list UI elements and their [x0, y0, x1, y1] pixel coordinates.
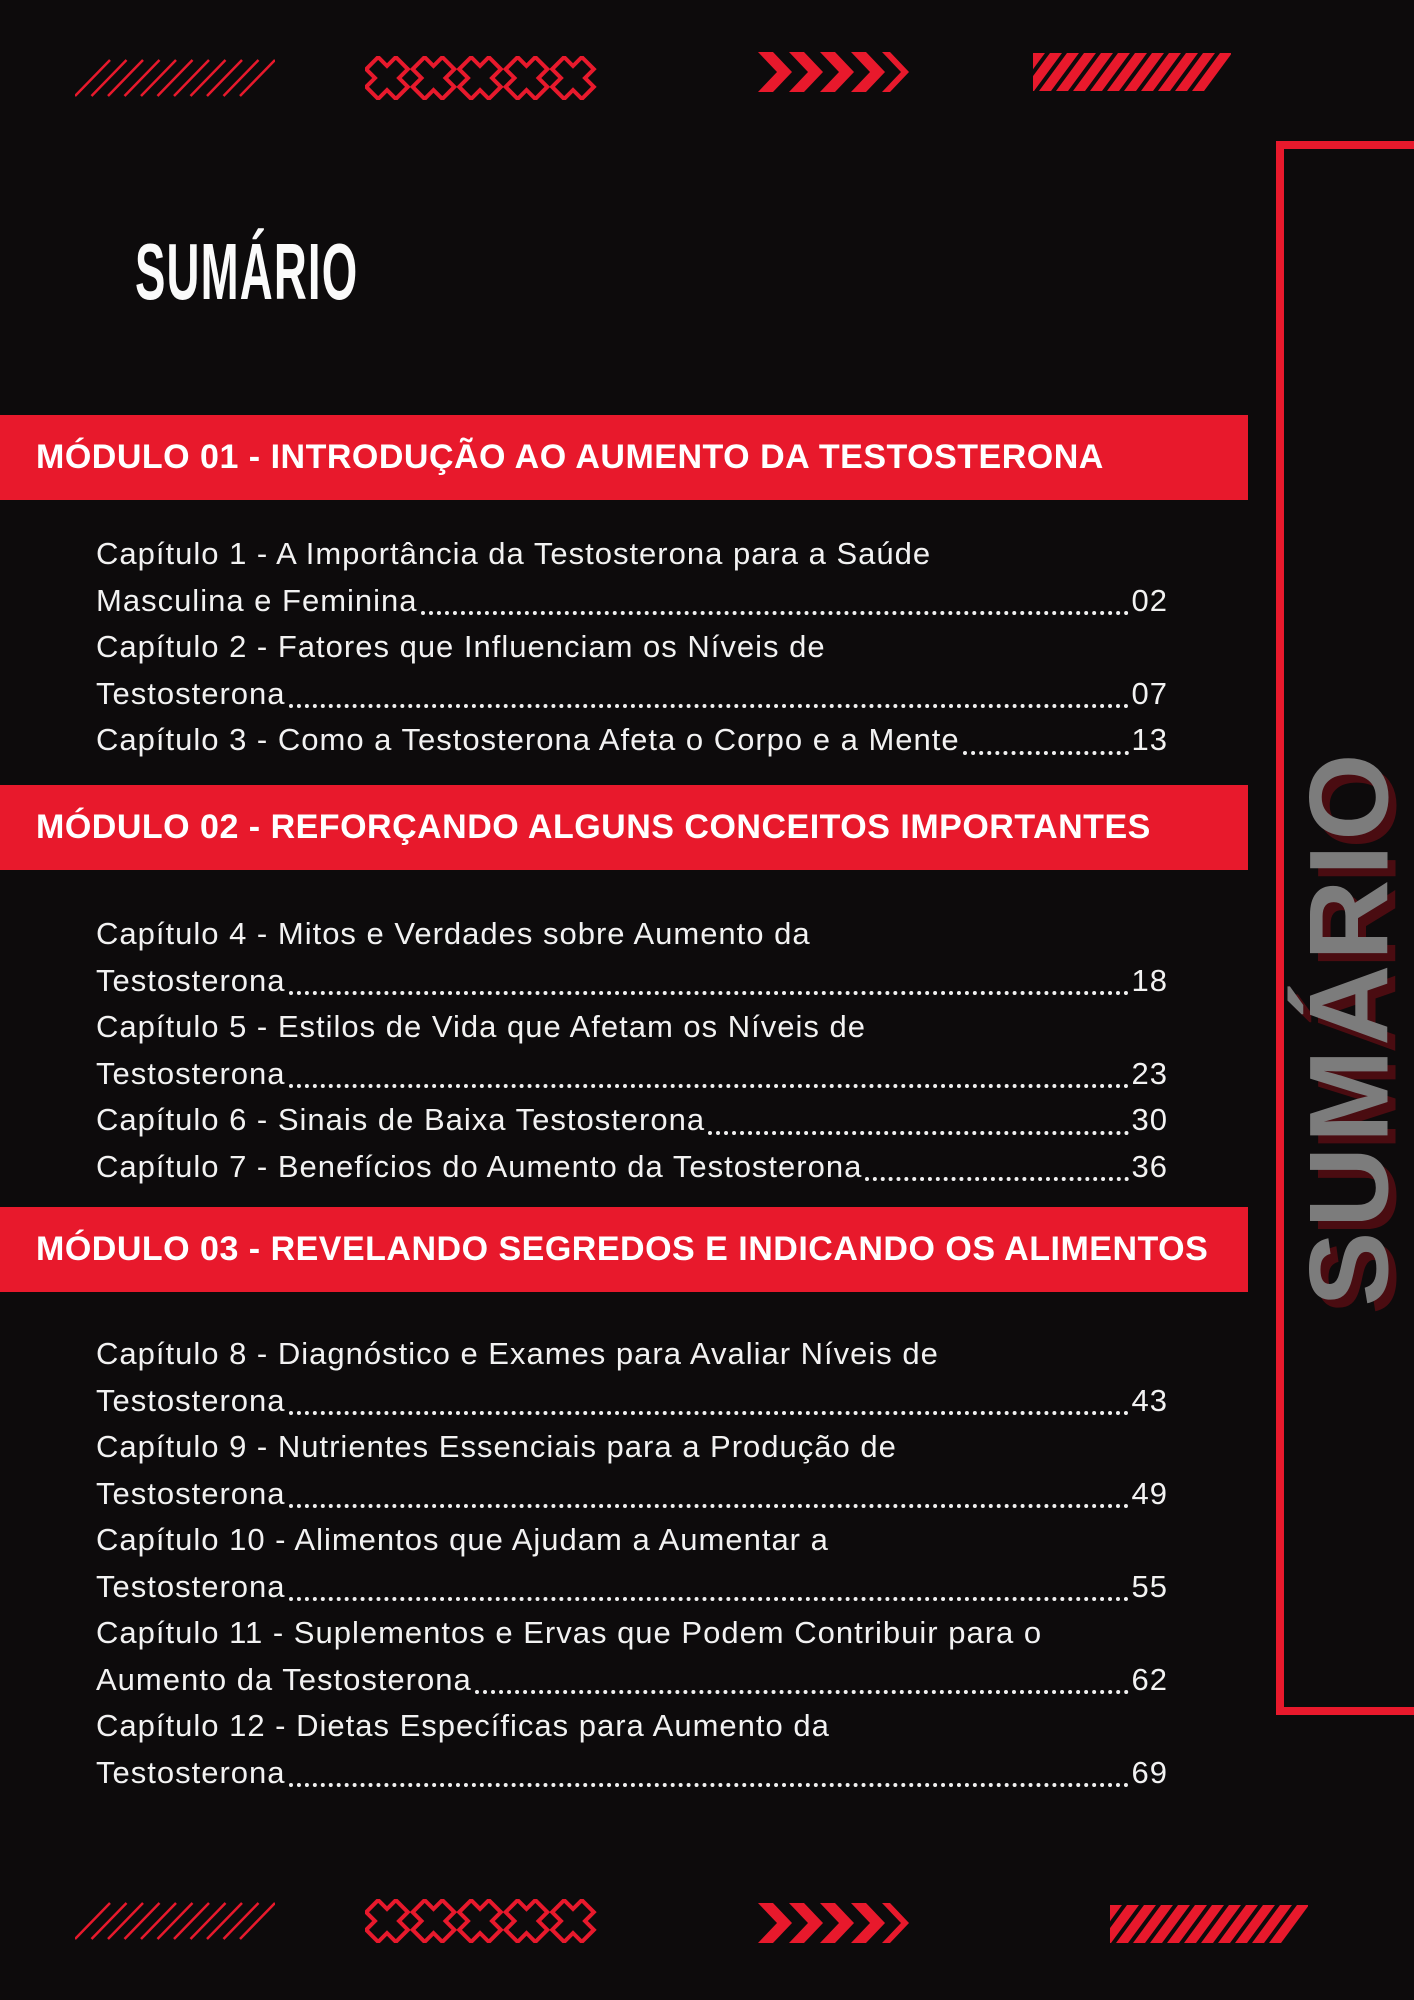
chapter-title-text: Testosterona: [96, 675, 286, 711]
module-1-label: MÓDULO 01 - INTRODUÇÃO AO AUMENTO DA TESTOSTERONA: [36, 438, 1104, 476]
toc-line: [96, 1424, 1168, 1471]
vertical-page-title: SUMÁRIO: [1286, 749, 1412, 1307]
x-pattern-icon: [365, 56, 597, 100]
dot-leader: [963, 751, 1129, 755]
toc-line: [96, 1144, 1168, 1191]
module-3-label: MÓDULO 03 - REVELANDO SEGREDOS E INDICANDO OS ALIMENTOS: [36, 1230, 1209, 1268]
dot-leader: [289, 1783, 1129, 1787]
chapter-title-text: Capítulo 1 - A Importância da Testosterona para a Saúde: [96, 536, 932, 571]
chapter-entry[interactable]: [96, 624, 1168, 717]
chapter-entry[interactable]: [96, 1424, 1168, 1517]
chapter-title-text: Capítulo 7 - Benefícios do Aumento da Testosterona: [96, 1148, 863, 1184]
chapter-title-text: Aumento da Testosterona: [96, 1661, 472, 1697]
thin-diagonal-lines-icon: [75, 59, 275, 97]
toc-line: [96, 1097, 1168, 1144]
chapter-entry[interactable]: [96, 1331, 1168, 1424]
toc-line: [96, 1564, 1168, 1611]
dot-leader: [708, 1131, 1128, 1135]
chapter-entry[interactable]: [96, 1004, 1168, 1097]
chapter-entry[interactable]: [96, 1144, 1168, 1191]
chapter-title-text: Testosterona: [96, 1382, 286, 1418]
dot-leader: [289, 1504, 1129, 1508]
toc-line: [96, 1378, 1168, 1425]
chapter-entry[interactable]: [96, 1097, 1168, 1144]
x-pattern-icon: [365, 1899, 597, 1943]
chapter-title-text: Capítulo 9 - Nutrientes Essenciais para a Produção de: [96, 1429, 897, 1464]
chevrons-icon: [758, 1903, 914, 1943]
dot-leader: [289, 1084, 1129, 1088]
chapter-entry[interactable]: [96, 717, 1168, 764]
chapter-title-text: Testosterona: [96, 1055, 286, 1091]
module-3-chapter-list: [96, 1331, 1168, 1796]
toc-line: [96, 1517, 1168, 1564]
page-number: 13: [1131, 722, 1168, 757]
chevrons-icon: [758, 52, 914, 92]
toc-line: [96, 717, 1168, 764]
chapter-title-text: Capítulo 12 - Dietas Específicas para Aumento da: [96, 1708, 830, 1743]
thick-stripes-icon: [1033, 53, 1231, 91]
toc-line: [96, 578, 1168, 625]
dot-leader: [289, 704, 1129, 708]
dot-leader: [475, 1690, 1129, 1694]
module-2-banner: [0, 785, 1248, 870]
toc-line: [96, 1004, 1168, 1051]
chapter-title-text: Capítulo 6 - Sinais de Baixa Testosterona: [96, 1102, 706, 1137]
toc-line: [96, 958, 1168, 1005]
toc-line: [96, 624, 1168, 671]
chapter-entry[interactable]: [96, 1517, 1168, 1610]
toc-line: [96, 1703, 1168, 1750]
thick-stripes-icon: [1110, 1905, 1308, 1943]
page-number: 07: [1131, 675, 1168, 711]
page-number: 36: [1131, 1148, 1168, 1184]
chapter-title-text: Capítulo 10 - Alimentos que Ajudam a Aumentar a: [96, 1522, 829, 1557]
page-number: 43: [1131, 1382, 1168, 1418]
dot-leader: [421, 611, 1129, 615]
page-number: 02: [1131, 582, 1168, 618]
page-number: 69: [1131, 1754, 1168, 1790]
page-number: 18: [1131, 962, 1168, 998]
page-number: 30: [1131, 1102, 1168, 1137]
toc-line: [96, 911, 1168, 958]
chapter-title-text: Testosterona: [96, 1475, 286, 1511]
dot-leader: [289, 1411, 1129, 1415]
chapter-entry[interactable]: [96, 531, 1168, 624]
page-number: 55: [1131, 1568, 1168, 1604]
toc-line: [96, 1610, 1168, 1657]
dot-leader: [289, 991, 1129, 995]
chapter-title-text: Testosterona: [96, 1568, 286, 1604]
module-2-chapter-list: [96, 911, 1168, 1190]
chapter-title-text: Capítulo 5 - Estilos de Vida que Afetam os Níveis de: [96, 1009, 866, 1044]
chapter-title-text: Capítulo 8 - Diagnóstico e Exames para Avaliar Níveis de: [96, 1336, 939, 1371]
toc-line: [96, 1051, 1168, 1098]
toc-line: [96, 1750, 1168, 1797]
dot-leader: [289, 1597, 1129, 1601]
chapter-entry[interactable]: [96, 1703, 1168, 1796]
chapter-title-text: Capítulo 2 - Fatores que Influenciam os Níveis de: [96, 629, 826, 664]
toc-line: [96, 1331, 1168, 1378]
module-2-label: MÓDULO 02 - REFORÇANDO ALGUNS CONCEITOS IMPORTANTES: [36, 808, 1151, 846]
page-title: SUMÁRIO: [135, 227, 359, 316]
chapter-title-text: Masculina e Feminina: [96, 582, 418, 618]
chapter-title-text: Capítulo 3 - Como a Testosterona Afeta o Corpo e a Mente: [96, 722, 960, 757]
dot-leader: [865, 1177, 1128, 1181]
chapter-title-text: Testosterona: [96, 1754, 286, 1790]
page-number: 62: [1131, 1661, 1168, 1697]
toc-line: [96, 531, 1168, 578]
thin-diagonal-lines-icon: [75, 1902, 275, 1940]
chapter-title-text: Capítulo 11 - Suplementos e Ervas que Podem Contribuir para o: [96, 1615, 1043, 1650]
chapter-title-text: Testosterona: [96, 962, 286, 998]
page-number: 23: [1131, 1055, 1168, 1091]
chapter-entry[interactable]: [96, 1610, 1168, 1703]
chapter-title-text: Capítulo 4 - Mitos e Verdades sobre Aumento da: [96, 916, 811, 951]
toc-line: [96, 1471, 1168, 1518]
page-number: 49: [1131, 1475, 1168, 1511]
module-1-chapter-list: [96, 531, 1168, 764]
chapter-entry[interactable]: [96, 911, 1168, 1004]
toc-line: [96, 1657, 1168, 1704]
module-3-banner: [0, 1207, 1248, 1292]
module-1-banner: [0, 415, 1248, 500]
toc-line: [96, 671, 1168, 718]
